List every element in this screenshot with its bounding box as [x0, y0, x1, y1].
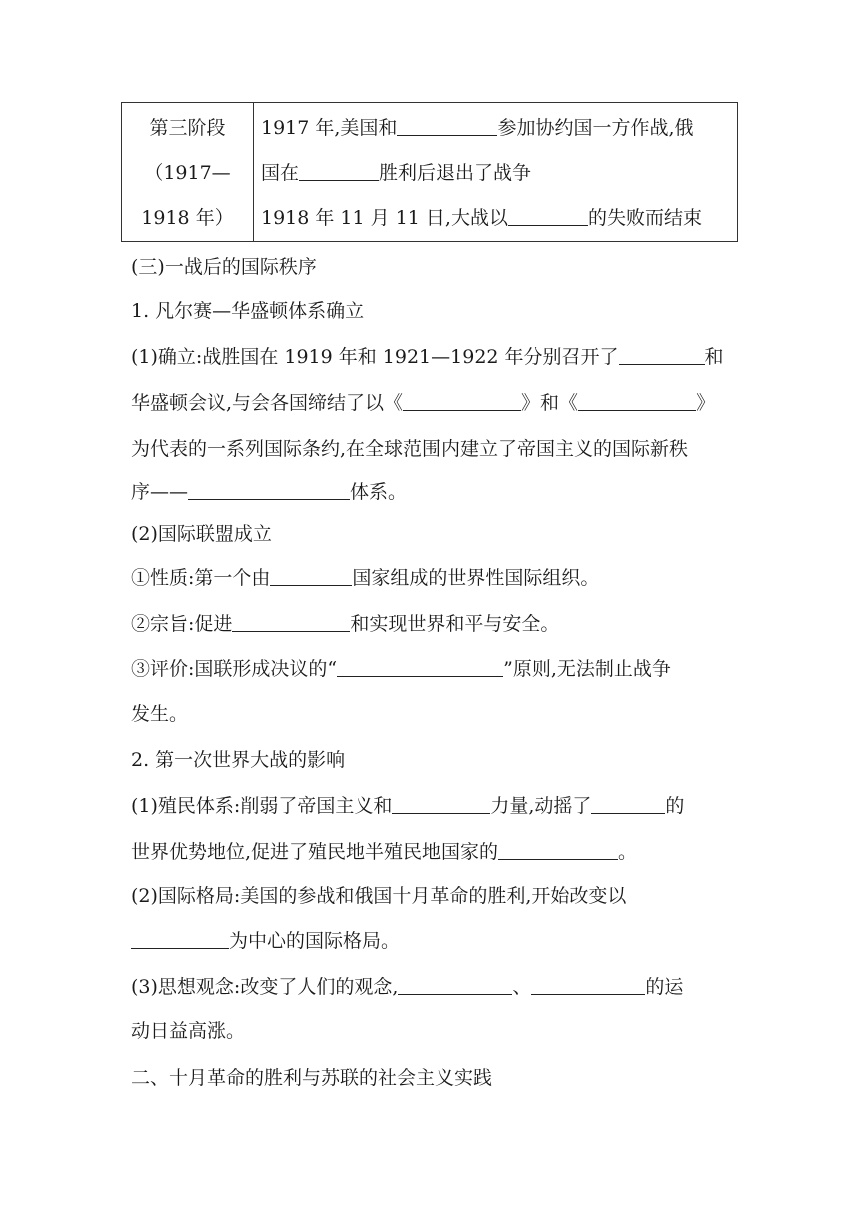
text-segment: 1918 年 11 月 11 日,大战以: [261, 207, 508, 229]
text-segment: 国家组成的世界性国际组织。: [352, 567, 600, 589]
paragraph-line: [131, 929, 400, 953]
heading-ww1-impact: 2. 第一次世界大战的影响: [131, 749, 346, 771]
text-segment: (1)确立:战胜国在 1919 年和 1921—1922 年分别召开了: [131, 346, 619, 368]
text-segment: 和: [704, 346, 724, 368]
fill-blank[interactable]: [498, 840, 618, 860]
paragraph-line: [131, 975, 683, 999]
table-row: [122, 103, 738, 242]
fill-blank[interactable]: [619, 345, 705, 365]
fill-blank[interactable]: [508, 206, 588, 226]
stage-years-end: 1918 年）: [141, 207, 234, 229]
stage-content-cell: [254, 103, 738, 242]
paragraph-line: [131, 612, 559, 636]
paragraph-line: [131, 345, 724, 369]
stage-label-cell: [122, 103, 254, 242]
paragraph-line: 发生。: [131, 703, 189, 725]
stage-line-2: [261, 151, 729, 196]
heading-versailles-washington: 1. 凡尔赛—华盛顿体系确立: [131, 300, 365, 322]
paragraph-line: [131, 480, 407, 504]
stage-table: [121, 102, 738, 242]
text-segment: 的运: [645, 976, 684, 998]
text-segment: 的失败而结束: [587, 207, 702, 229]
fill-blank[interactable]: [232, 612, 350, 632]
fill-blank[interactable]: [131, 929, 229, 949]
fill-blank[interactable]: [591, 794, 665, 814]
text-segment: 》和《: [521, 392, 579, 414]
stage-years-start: （1917—: [144, 162, 231, 184]
paragraph-line: (2)国际格局:美国的参战和俄国十月革命的胜利,开始改变以: [131, 885, 627, 907]
text-segment: 体系。: [350, 481, 408, 503]
text-segment: 参加协约国一方作战,俄: [497, 117, 694, 139]
stage-name: 第三阶段: [149, 117, 226, 139]
text-segment: 、: [512, 976, 532, 998]
text-segment: 》: [696, 392, 716, 414]
fill-blank[interactable]: [578, 391, 696, 411]
fill-blank[interactable]: [188, 480, 350, 500]
paragraph-line: [131, 566, 599, 590]
paragraph-line: 为代表的一系列国际条约,在全球范围内建立了帝国主义的国际新秩: [131, 438, 689, 460]
heading-league-of-nations: (2)国际联盟成立: [131, 523, 272, 545]
paragraph-line: [131, 840, 637, 864]
fill-blank[interactable]: [398, 975, 512, 995]
paragraph-line: [131, 794, 684, 818]
stage-line-1: [261, 106, 729, 151]
text-segment: ③评价:国联形成决议的“: [131, 658, 338, 680]
text-segment: 。: [618, 841, 638, 863]
text-segment: 和实现世界和平与安全。: [350, 613, 560, 635]
fill-blank[interactable]: [397, 116, 497, 136]
fill-blank[interactable]: [299, 161, 379, 181]
stage-line-3: [261, 196, 729, 241]
fill-blank[interactable]: [392, 794, 490, 814]
text-segment: 1917 年,美国和: [261, 117, 398, 139]
text-segment: 力量,动摇了: [490, 795, 592, 817]
section-heading-october-revolution: 二、十月革命的胜利与苏联的社会主义实践: [131, 1067, 493, 1089]
fill-blank[interactable]: [337, 657, 503, 677]
text-segment: ”原则,无法制止战争: [503, 658, 671, 680]
text-segment: 胜利后退出了战争: [379, 162, 532, 184]
text-segment: 华盛顿会议,与会各国缔结了以《: [131, 392, 404, 414]
fill-blank[interactable]: [270, 566, 352, 586]
text-segment: 的: [665, 795, 685, 817]
text-segment: (1)殖民体系:削弱了帝国主义和: [131, 795, 393, 817]
fill-blank[interactable]: [531, 975, 645, 995]
text-segment: 国在: [261, 162, 300, 184]
section-heading-postwar-order: (三)一战后的国际秩序: [131, 256, 317, 278]
text-segment: 世界优势地位,促进了殖民地半殖民地国家的: [131, 841, 499, 863]
paragraph-line: [131, 657, 671, 681]
text-segment: 序——: [131, 481, 189, 503]
text-segment: ②宗旨:促进: [131, 613, 233, 635]
text-segment: ①性质:第一个由: [131, 567, 271, 589]
text-segment: 为中心的国际格局。: [229, 930, 401, 952]
paragraph-line: [131, 391, 715, 415]
fill-blank[interactable]: [403, 391, 521, 411]
text-segment: (3)思想观念:改变了人们的观念,: [131, 976, 399, 998]
paragraph-line: 动日益高涨。: [131, 1020, 246, 1042]
